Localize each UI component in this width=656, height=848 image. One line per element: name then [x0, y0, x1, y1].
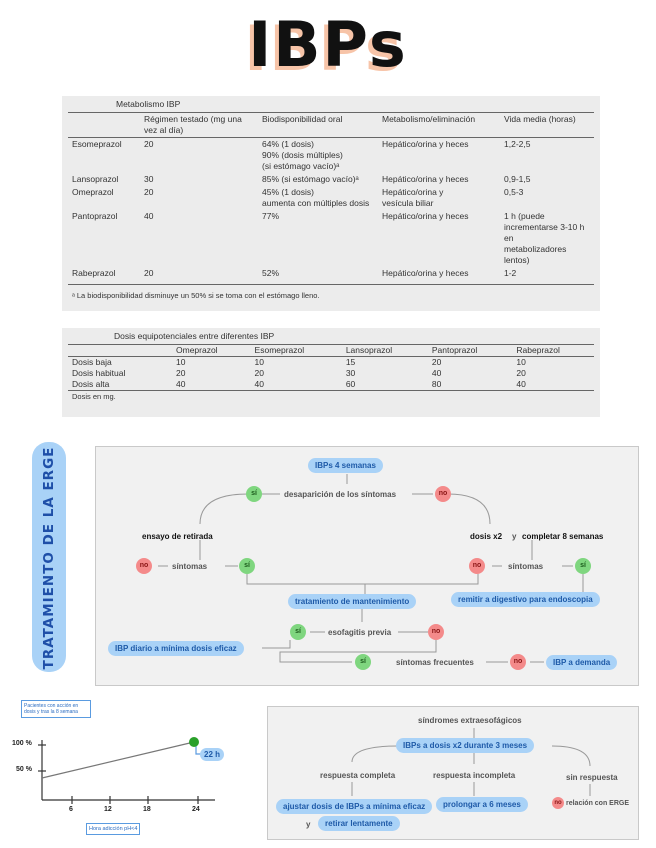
- graph-point-label: 22 h: [200, 748, 224, 761]
- table-cell: Hepático/orina y heces: [382, 174, 469, 184]
- extra-relation: relación con ERGE: [566, 800, 630, 807]
- table-cell: 80: [431, 379, 442, 389]
- header-cell: Esomeprazol: [254, 345, 305, 355]
- flow-si: sí: [239, 558, 255, 574]
- x-label: 24: [192, 806, 200, 813]
- flow-min-dose: IBP diario a mínima dosis eficaz: [108, 641, 244, 656]
- table-cell: Hepático/orina y heces: [382, 139, 469, 149]
- table-cell: 1-2: [504, 268, 517, 278]
- flow-symptoms: síntomas: [172, 562, 208, 571]
- table-cell: Pantoprazol: [72, 211, 118, 221]
- table-cell: 10: [516, 357, 526, 367]
- flow-si: sí: [246, 486, 262, 502]
- flow-si: sí: [355, 654, 371, 670]
- table-cell: Omeprazol: [72, 187, 114, 197]
- flow-frequent-symptoms: síntomas frecuentes: [396, 658, 474, 667]
- header-cell: Régimen testado (mg una vez al día): [144, 114, 242, 135]
- table-cell: 45% (1 dosis) aumenta con múltiples dosis: [262, 187, 370, 208]
- table-cell: Dosis habitual: [72, 368, 126, 378]
- table-cell: 30: [144, 174, 154, 184]
- x-label: 6: [69, 806, 73, 813]
- header-cell: Pantoprazol: [431, 345, 478, 355]
- extra-title: síndromes extraesofágicos: [418, 716, 522, 725]
- header-cell: Rabeprazol: [516, 345, 560, 355]
- table-cell: Hepático/orina y heces: [382, 211, 469, 221]
- table-cell: 52%: [262, 268, 280, 278]
- flow-symptoms: síntomas: [508, 562, 544, 571]
- flow-prior-esophagitis: esofagitis previa: [328, 628, 392, 637]
- flow-disappearance: desaparición de los síntomas: [284, 490, 397, 499]
- table-cell: 64% (1 dosis) 90% (dosis múltiples) (si estómago vacío)ᵃ: [262, 139, 343, 171]
- table-cell: 40: [144, 211, 154, 221]
- extra-withdraw: retirar lentamente: [318, 816, 400, 831]
- y-label: 100 %: [12, 740, 32, 747]
- flow-maintenance: tratamiento de mantenimiento: [288, 594, 416, 609]
- extra-none: sin respuesta: [566, 773, 618, 782]
- table-cell: 1,2-2,5: [504, 139, 531, 149]
- metabolism-caption: Metabolismo IBP: [68, 96, 594, 113]
- side-label-text: TRATAMIENTO DE LA ERGE: [41, 446, 57, 670]
- table-cell: 40: [431, 368, 442, 378]
- flow-no: no: [428, 624, 444, 640]
- flow-no: no: [136, 558, 152, 574]
- table-cell: 20: [254, 368, 265, 378]
- header-cell: Vida media (horas): [504, 114, 576, 124]
- flow-double-dose: dosis x2: [470, 532, 503, 541]
- x-label: 12: [104, 806, 112, 813]
- equipotent-footnote: Dosis en mg.: [72, 392, 116, 401]
- table-cell: Esomeprazol: [72, 139, 122, 149]
- table-cell: Dosis alta: [72, 379, 110, 389]
- extra-prolong: prolongar a 6 meses: [436, 797, 528, 812]
- y-label: 50 %: [16, 766, 32, 773]
- table-cell: 60: [345, 379, 356, 389]
- flow-complete-weeks: completar 8 semanas: [522, 532, 604, 541]
- header-cell: Biodisponibilidad oral: [262, 114, 343, 124]
- flow-on-demand: IBP a demanda: [546, 655, 617, 670]
- header-cell: Omeprazol: [176, 345, 218, 355]
- x-label: 18: [143, 806, 151, 813]
- flow-no: no: [510, 654, 526, 670]
- header-cell: Lansoprazol: [345, 345, 393, 355]
- flow-start: IBPs 4 semanas: [308, 458, 383, 473]
- extra-incomplete: respuesta incompleta: [433, 771, 516, 780]
- flow-si: sí: [575, 558, 591, 574]
- flow-no: no: [469, 558, 485, 574]
- table-cell: 40: [176, 379, 186, 389]
- equipotent-caption: Dosis equipotenciales entre diferentes IBP: [68, 328, 594, 345]
- flow-trial-withdrawal: ensayo de retirada: [142, 532, 213, 541]
- flow-refer-endoscopy: remitir a digestivo para endoscopia: [451, 592, 600, 607]
- table-cell: Hepático/orina y vesícula biliar: [382, 187, 444, 208]
- graph-note-top: Pacientes con acción en dosis y tras la 8 semana: [21, 700, 91, 718]
- flow-and: y: [512, 532, 517, 541]
- extra-complete: respuesta completa: [320, 771, 396, 780]
- table-cell: 77%: [262, 211, 280, 221]
- table-cell: 40: [516, 379, 526, 389]
- table-cell: Dosis baja: [72, 357, 112, 367]
- table-cell: 20: [144, 139, 154, 149]
- page-title: IBPs: [248, 8, 408, 81]
- table-cell: Hepático/orina y heces: [382, 268, 469, 278]
- table-cell: 20: [431, 357, 442, 367]
- table-cell: 1 h (puede incrementarse 3-10 h en metabolizadores lentos): [504, 211, 585, 265]
- header-cell: Metabolismo/eliminación: [382, 114, 476, 124]
- table-cell: 20: [176, 368, 186, 378]
- table-cell: 20: [516, 368, 526, 378]
- table-cell: 10: [176, 357, 186, 367]
- extra-double: IBPs a dosis x2 durante 3 meses: [396, 738, 534, 753]
- table-cell: 15: [345, 357, 356, 367]
- table-cell: 40: [254, 379, 265, 389]
- extra-y: y: [306, 820, 311, 829]
- table-cell: 20: [144, 268, 154, 278]
- table-cell: Rabeprazol: [72, 268, 116, 278]
- table-cell: 0,5-3: [504, 187, 524, 197]
- graph-note-bottom: Hora adicción pH<4: [86, 823, 140, 835]
- extra-no: no: [552, 797, 564, 809]
- metabolism-footnote: ᵃ La biodisponibilidad disminuye un 50% si se toma con el estómago lleno.: [72, 291, 320, 300]
- flow-si: sí: [290, 624, 306, 640]
- table-cell: 85% (si estómago vacío)ᵃ: [262, 174, 359, 184]
- table-cell: 10: [254, 357, 265, 367]
- table-cell: Lansoprazol: [72, 174, 119, 184]
- table-cell: 20: [144, 187, 154, 197]
- flow-no: no: [435, 486, 451, 502]
- table-cell: 30: [345, 368, 356, 378]
- extra-adjust: ajustar dosis de IBPs a mínima eficaz: [276, 799, 432, 814]
- table-cell: 0,9-1,5: [504, 174, 531, 184]
